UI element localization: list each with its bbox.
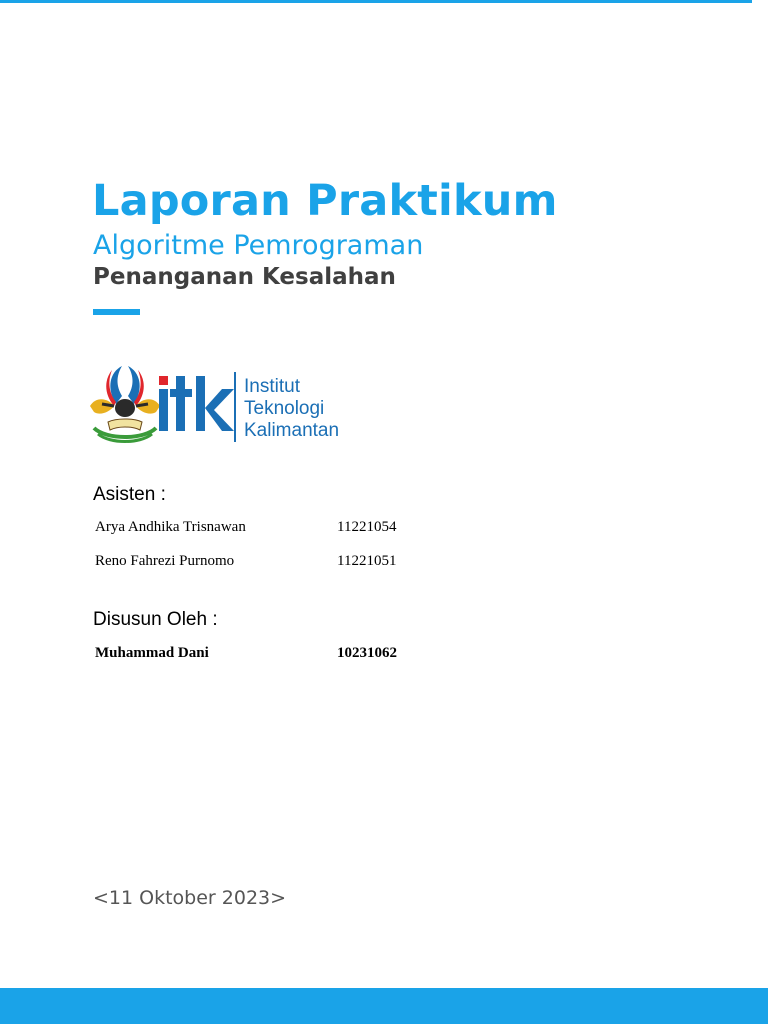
- author-name: Muhammad Dani: [95, 645, 209, 661]
- report-date: <11 Oktober 2023>: [93, 887, 287, 909]
- author-row: [95, 645, 495, 663]
- itk-wordmark: [159, 376, 234, 431]
- accent-bar: [93, 309, 140, 315]
- footer-band: [0, 988, 768, 1024]
- itk-emblem-icon: [90, 366, 160, 442]
- logo-line-2: Teknologi: [244, 398, 325, 419]
- author-heading: Disusun Oleh :: [93, 609, 218, 630]
- logo-line-3: Kalimantan: [244, 420, 340, 441]
- course-name: Algoritme Pemrograman: [93, 230, 424, 261]
- assistants-heading: Asisten :: [93, 484, 166, 505]
- logo-line-1: Institut: [244, 376, 300, 397]
- assistant-row: [95, 553, 495, 571]
- report-topic: Penanganan Kesalahan: [93, 264, 396, 290]
- assistant-name: Reno Fahrezi Purnomo: [95, 553, 235, 569]
- top-rule: [0, 0, 752, 3]
- assistant-row: [95, 519, 495, 537]
- assistant-name: Arya Andhika Trisnawan: [95, 519, 246, 535]
- assistant-id: 11221054: [337, 519, 397, 535]
- author-id: 10231062: [337, 645, 397, 661]
- report-title: Laporan Praktikum: [92, 176, 558, 226]
- logo-divider: [234, 372, 236, 442]
- assistant-id: 11221051: [337, 553, 397, 569]
- institution-logo: [86, 362, 376, 446]
